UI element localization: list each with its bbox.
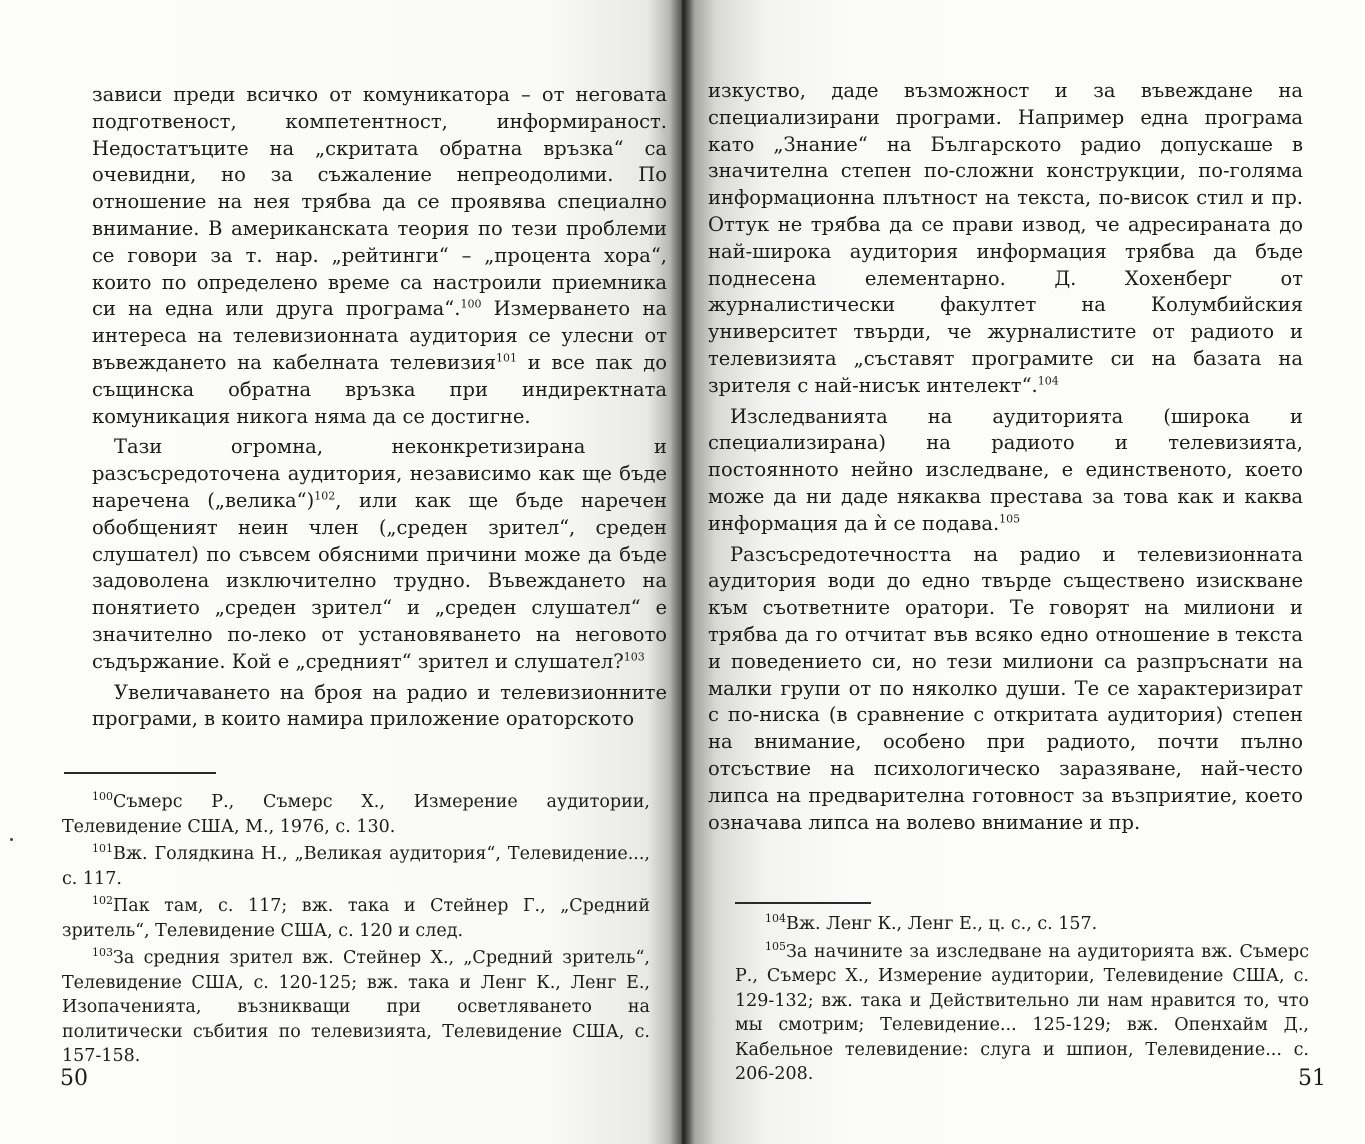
footnote-104: $^{104}$Вж. Ленг К., Ленг Е., ц. с., с. 157. xyxy=(765,912,1098,934)
footnote-ref-103: 103 xyxy=(623,650,645,664)
footnote-101: $^{101}$Вж. Голядкина Н., „Великая аудитория“, Телевидение..., с. 117. xyxy=(62,842,650,889)
footnote-103: $^{103}$За средния зрител вж. Стейнер Х., „Средний зритель“, Телевидение США, с. 120-125; вж. така и Ленг К., Ленг Е., Изопаченията, възникващи при осветляването на политически събития по телевизията, Телевидение США, с. 157-158. xyxy=(62,946,650,1066)
left-paragraph-1: зависи преди всичко от комуникатора – от неговата подготвеност, компетентност, информираност. Недостатъците на „скритата обратна връзка“ са очевидни, но за съжаление непреодолими. По отношение на нея трябва да се проявява специално внимание. В американската теория по тези проблеми се говори за т. нар. „рейтинги“ – „процента хора“, които по определено време са настроили приемника си на една или друга програма“.$^{100}$ Измерването на интереса на телевизионната аудитория се улесни от въвеждането на кабелната телевизия$^{101}$ и все пак до същинска обратна връзка при индиректната комуникация никога няма да се достигне. xyxy=(92,83,667,428)
footnote-105: $^{105}$За начините за изследване на аудиторията вж. Съмерс Р., Съмерс Х., Измерение аудитории, Телевидение США, с. 129-132; вж. така и Действительно ли нам нравится то, что мы смотрим; Телевидение... 125-129; вж. Опенхайм Д., Кабельное телевидение: слуга и шпион, Телевидение... с. 206-208. xyxy=(735,939,1309,1084)
left-footnotes xyxy=(62,790,650,1072)
footnote-ref-105: 105 xyxy=(999,512,1021,526)
footnote-100: $^{100}$Съмерс Р., Съмерс Х., Измерение аудитории, Телевидение США, М., 1976, с. 130. xyxy=(62,790,650,837)
left-page xyxy=(0,0,682,1144)
right-body-text xyxy=(708,78,1303,836)
right-footnote-rule xyxy=(735,902,871,904)
footnote-ref-102: 102 xyxy=(314,489,336,503)
page-number-left: 50 xyxy=(60,1066,88,1091)
ink-dot xyxy=(10,838,13,841)
right-paragraph-1: изкуство, даде възможност и за въвеждане на специализирани програми. Например една програма като „Знание“ на Българското радио допускаше в значителна степен по-сложни конструкции, по-голяма информационна плътност на текста, по-висок стил и пр. Оттук не трябва да се прави извод, че адресираната до най-широка аудитория информация трябва да бъде поднесена елементарно. Д. Хохенберг от журналистически факултет на Колумбийския университет твърди, че журналистите от радиото и телевизията „съставят програмите си на базата на зрителя с най-нисък интелект“.$^{104}$ xyxy=(708,79,1303,397)
footnote-ref-100: 100 xyxy=(460,297,482,311)
left-paragraph-2: Тази огромна, неконкретизирана и разсъсредоточена аудитория, независимо как ще бъде наречена („велика“)$^{102}$, или как ще бъде наречен обобщеният неин член („среден зрител“, среден слушател) по съвсем обясними причини може да бъде задоволена изключително трудно. Въвеждането на понятието „среден зрител“ и „среден слушател“ е значително по-леко от установяването на неговото съдържание. Кой е „средният“ зрител и слушател?$^{103}$ xyxy=(92,435,667,673)
book-gutter-shadow xyxy=(670,0,694,1144)
left-footnote-rule xyxy=(64,772,216,774)
right-page xyxy=(682,0,1365,1144)
left-body-text xyxy=(92,82,667,733)
right-paragraph-3: Разсъсредотечността на радио и телевизионната аудитория води до едно твърде съществено изискване към съответните оратори. Те говорят на милиони и трябва да го отчитат във всяко едно отношение в текста и поведението си, но тези милиони са разпръснати на малки групи от по няколко души. Те се характеризират с по-ниска (в сравнение с откритата аудитория) степен на внимание, особено при радиото, почти пълно отсъствие на психологическо заразяване, най-често липса на предварителна готовност за възприятие, което означава липса на волево внимание и пр. xyxy=(708,542,1303,834)
left-paragraph-3: Увеличаването на броя на радио и телевизионните програми, в които намира приложение ораторското xyxy=(92,680,667,731)
footnote-102: $^{102}$Пак там, с. 117; вж. така и Стейнер Г., „Средний зритель“, Телевидение США, с. 120 и след. xyxy=(62,894,650,941)
right-footnotes xyxy=(735,912,1309,1090)
footnote-ref-104: 104 xyxy=(1037,374,1059,388)
footnote-ref-101: 101 xyxy=(496,351,518,365)
right-paragraph-2: Изследванията на аудиторията (широка и специализирана) на радиото и телевизията, постоянното нейно изследване, е единственото, което може да ни даде някаква престава за това как и каква информация да ѝ се подава.$^{105}$ xyxy=(708,404,1303,535)
page-number-right: 51 xyxy=(1298,1066,1326,1091)
